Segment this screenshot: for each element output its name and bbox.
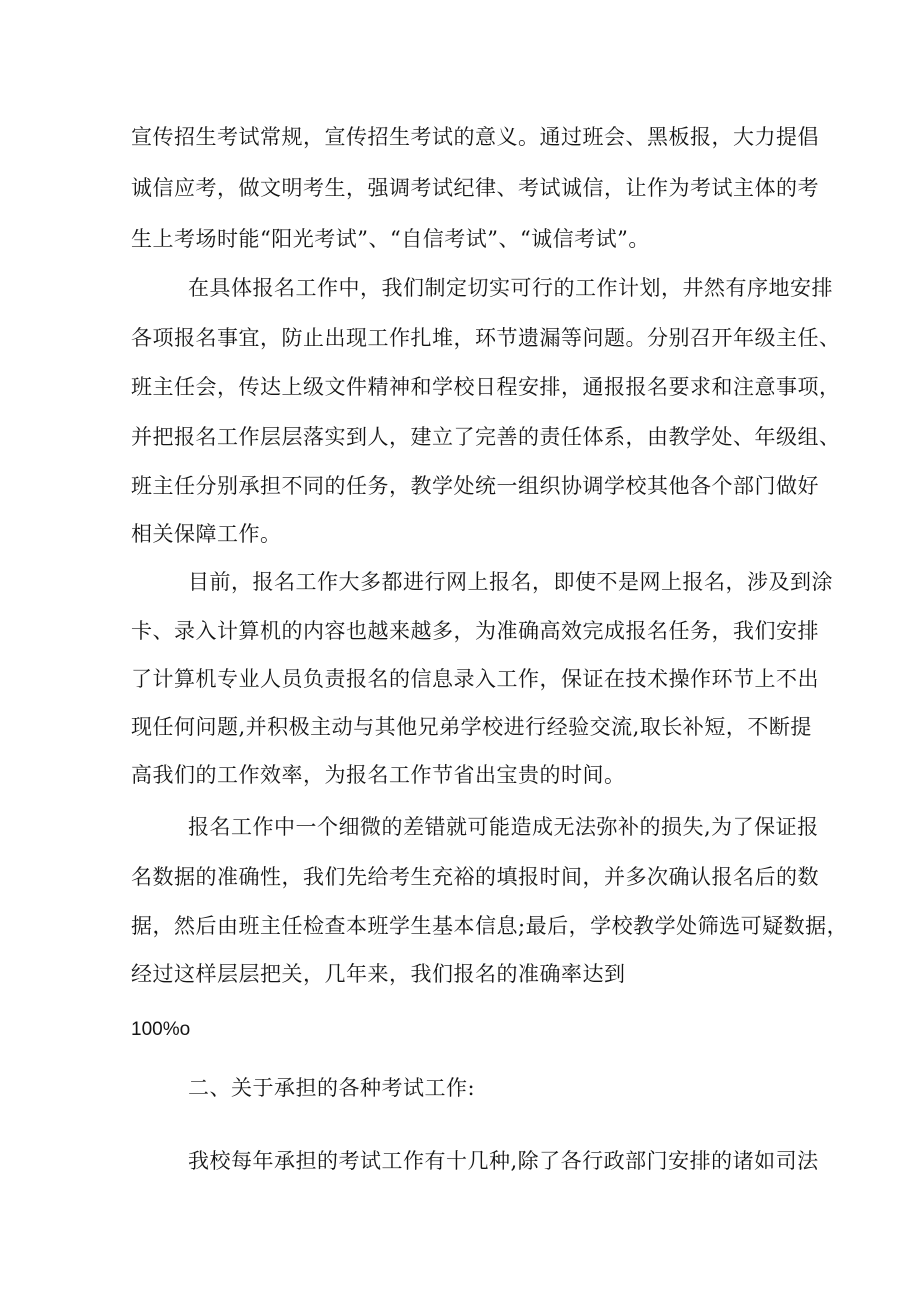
paragraph-2-line-2: 各项报名事宜，防止出现工作扎堆，环节遗漏等问题。分别召开年级主任、 (131, 326, 841, 350)
paragraph-3-line-1: 目前，报名工作大多都进行网上报名，即使不是网上报名，涉及到涂 (188, 570, 833, 594)
section-heading: 二、关于承担的各种考试工作: (188, 1076, 476, 1100)
paragraph-1-line-3: 生上考场时能“阳光考试”、“自信考试”、“诚信考试”。 (131, 227, 650, 251)
paragraph-3-line-5: 高我们的工作效率，为报名工作节省出宝贵的时间。 (131, 763, 626, 787)
paragraph-4-line-4: 经过这样层层把关，几年来，我们报名的准确率达到 (131, 962, 626, 986)
paragraph-3-line-2: 卡、录入计算机的内容也越来越多，为准确高效完成报名任务，我们安排 (131, 619, 819, 643)
paragraph-2-line-6: 相关保障工作。 (131, 522, 282, 546)
paragraph-1-line-1: 宣传招生考试常规，宣传招生考试的意义。通过班会、黑板报，大力提倡 (131, 125, 819, 149)
paragraph-2-line-1: 在具体报名工作中，我们制定切实可行的工作计划，井然有序地安排 (188, 276, 833, 300)
paragraph-3-line-3: 了计算机专业人员负责报名的信息录入工作，保证在技术操作环节上不出 (131, 667, 819, 691)
percentage-value: 100%o (131, 1019, 191, 1040)
paragraph-4-line-3: 据，然后由班主任检查本班学生基本信息;最后，学校教学处筛选可疑数据， (131, 914, 849, 938)
paragraph-3-line-4: 现任何问题,并积极主动与其他兄弟学校进行经验交流,取长补短，不断提 (131, 715, 812, 739)
paragraph-2-line-5: 班主任分别承担不同的任务，教学处统一组织协调学校其他各个部门做好 (131, 474, 819, 498)
paragraph-2-line-3: 班主任会，传达上级文件精神和学校日程安排，通报报名要求和注意事项， (131, 375, 841, 399)
paragraph-4-line-1: 报名工作中一个细微的差错就可能造成无法弥补的损失,为了保证报 (188, 815, 819, 839)
paragraph-1-line-2: 诚信应考，做文明考生，强调考试纪律、考试诚信，让作为考试主体的考 (131, 176, 819, 200)
paragraph-4-line-2: 名数据的准确性，我们先给考生充裕的填报时间，并多次确认报名后的数 (131, 865, 819, 889)
paragraph-5-line-1: 我校每年承担的考试工作有十几种,除了各行政部门安排的诸如司法 (188, 1149, 819, 1173)
paragraph-2-line-4: 并把报名工作层层落实到人，建立了完善的责任体系，由教学处、年级组、 (131, 425, 841, 449)
